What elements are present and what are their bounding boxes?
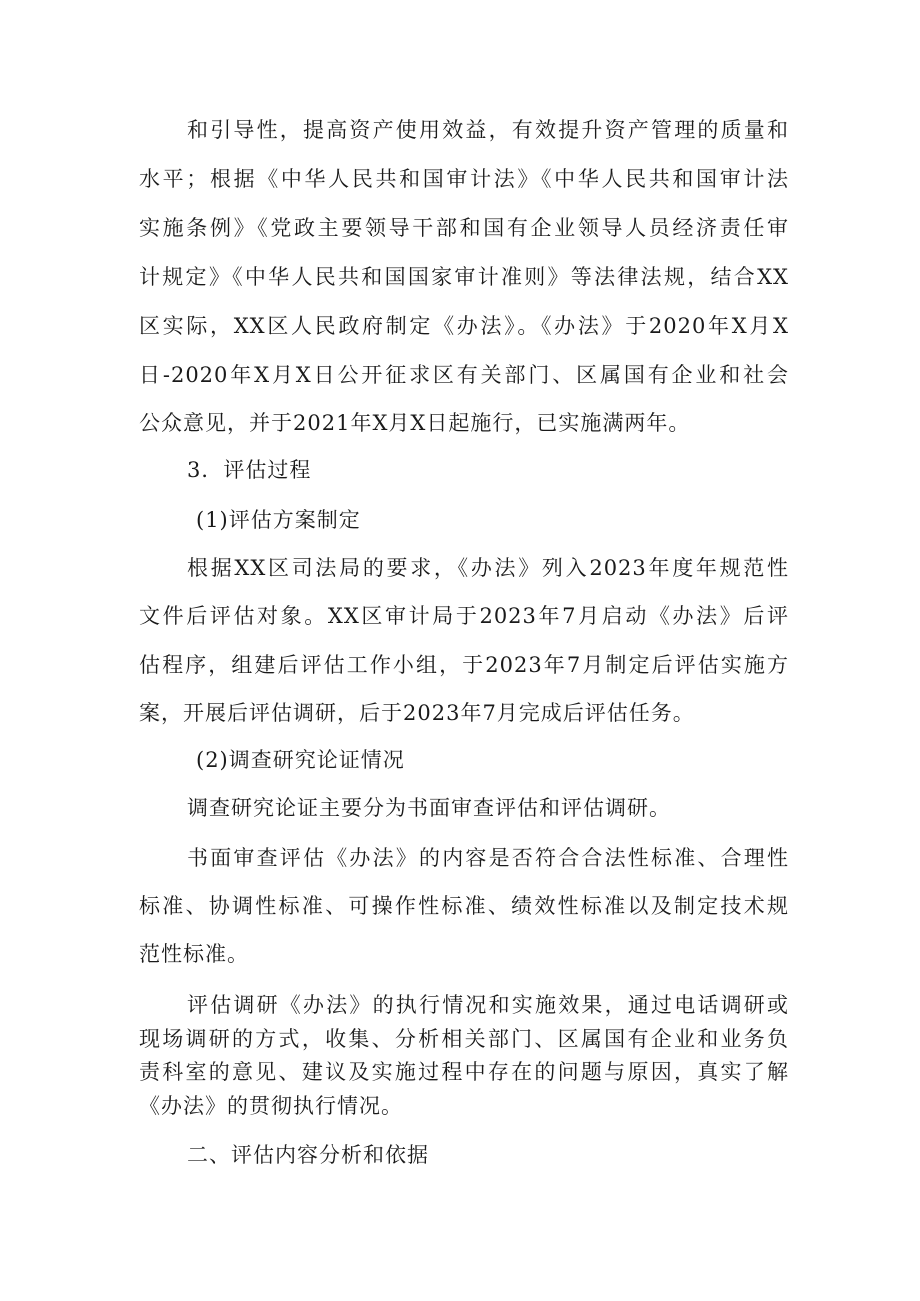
chapter-heading: 二、评估内容分析和依据 bbox=[187, 1143, 429, 1167]
paragraph-line: 估程序，组建后评估工作小组，于2023年7月制定后评估实施方 bbox=[139, 653, 789, 677]
paragraph-line: 区实际，XX区人民政府制定《办法》。《办法》于2020年X月X bbox=[139, 314, 789, 338]
paragraph-line: 计规定》《中华人民共和国国家审计准则》等法律法规，结合XX bbox=[139, 265, 789, 289]
paragraph-line: 案，开展后评估调研，后于2023年7月完成后评估任务。 bbox=[139, 701, 695, 725]
paragraph-line: 责科室的意见、建议及实施过程中存在的问题与原因，真实了解 bbox=[139, 1060, 789, 1084]
paragraph-line: 标准、协调性标准、可操作性标准、绩效性标准以及制定技术规 bbox=[139, 894, 789, 918]
paragraph-line: 水平；根据《中华人民共和国审计法》《中华人民共和国审计法 bbox=[139, 167, 789, 191]
paragraph-line: 评估调研《办法》的执行情况和实施效果，通过电话调研或 bbox=[187, 993, 789, 1017]
paragraph-line: 现场调研的方式，收集、分析相关部门、区属国有企业和业务负 bbox=[139, 1027, 789, 1051]
subsection-heading: (1)评估方案制定 bbox=[196, 508, 361, 532]
subsection-heading: (2)调查研究论证情况 bbox=[196, 748, 405, 772]
paragraph-line: 文件后评估对象。XX区审计局于2023年7月启动《办法》后评 bbox=[139, 604, 789, 628]
paragraph-line: 书面审查评估《办法》的内容是否符合合法性标准、合理性 bbox=[187, 846, 789, 870]
paragraph-line: 实施条例》《党政主要领导干部和国有企业领导人员经济责任审 bbox=[139, 216, 789, 240]
paragraph-line: 日-2020年X月X日公开征求区有关部门、区属国有企业和社会 bbox=[139, 363, 789, 387]
paragraph-line: 《办法》的贯彻执行情况。 bbox=[139, 1094, 403, 1118]
section-heading: 3．评估过程 bbox=[187, 458, 312, 482]
paragraph-line: 根据XX区司法局的要求，《办法》列入2023年度年规范性 bbox=[187, 556, 789, 580]
paragraph-line: 和引导性，提高资产使用效益，有效提升资产管理的质量和 bbox=[187, 118, 789, 142]
paragraph-line: 范性标准。 bbox=[139, 942, 249, 966]
paragraph-line: 公众意见，并于2021年X月X日起施行，已实施满两年。 bbox=[139, 411, 691, 435]
paragraph-line: 调查研究论证主要分为书面审查评估和评估调研。 bbox=[187, 796, 671, 820]
